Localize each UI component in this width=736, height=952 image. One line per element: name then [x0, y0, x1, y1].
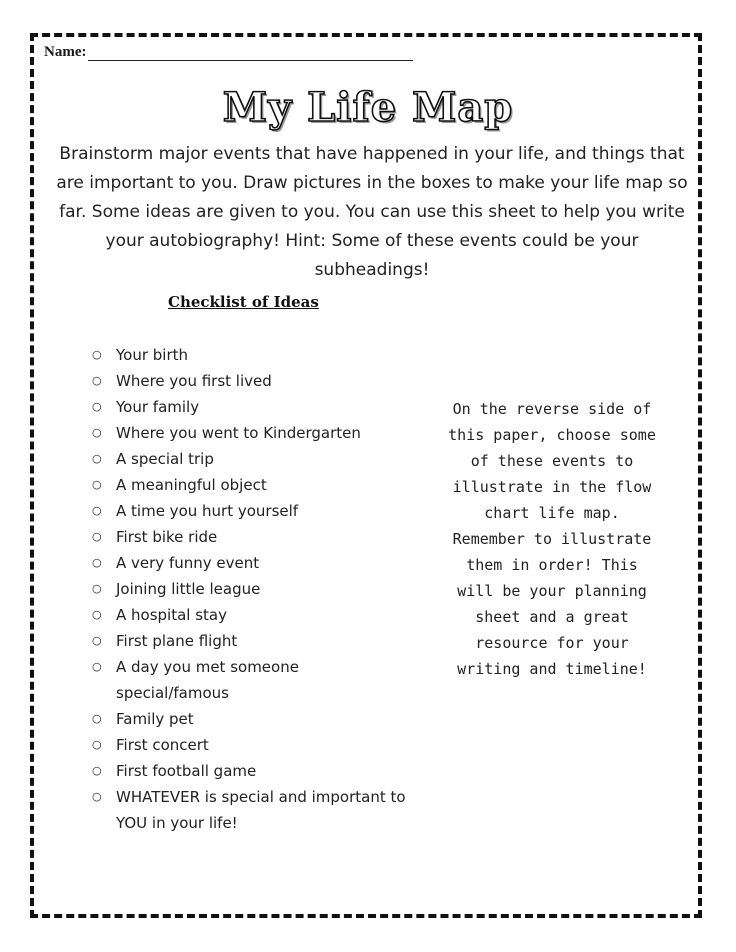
bullet-circle-icon: ○: [92, 530, 102, 543]
checklist-item-text: First football game: [116, 762, 257, 780]
checklist-item-text: Where you went to Kindergarten: [116, 424, 361, 442]
bullet-circle-icon: ○: [92, 608, 102, 621]
checklist-item-text: Your family: [116, 398, 200, 416]
checklist-item-text: First bike ride: [116, 528, 218, 546]
bullet-circle-icon: ○: [92, 504, 102, 517]
bullet-circle-icon: ○: [92, 452, 102, 465]
bullet-circle-icon: ○: [92, 764, 102, 777]
checklist-item-text: WHATEVER is special and important to YOU in your life!: [116, 788, 406, 832]
checklist-item: [92, 446, 412, 472]
bullet-circle-icon: ○: [92, 634, 102, 647]
checklist-item-text: A day you met someone special/famous: [116, 658, 299, 702]
bullet-circle-icon: ○: [92, 556, 102, 569]
bullet-circle-icon: ○: [92, 426, 102, 439]
bullet-circle-icon: ○: [92, 374, 102, 387]
bullet-circle-icon: ○: [92, 738, 102, 751]
checklist-item-text: Joining little league: [116, 580, 261, 598]
checklist-heading: Checklist of Ideas: [168, 293, 319, 311]
checklist-item: [92, 784, 412, 836]
checklist-item: [92, 550, 412, 576]
bullet-circle-icon: ○: [92, 712, 102, 725]
checklist-item: [92, 498, 412, 524]
bullet-circle-icon: ○: [92, 790, 102, 803]
bullet-circle-icon: ○: [92, 478, 102, 491]
checklist-item: [92, 706, 412, 732]
checklist-item: [92, 342, 412, 368]
checklist-item: [92, 654, 412, 706]
intro-paragraph: Brainstorm major events that have happened in your life, and things that are important to you. Draw pictures in the boxes to make your life map so far. Some ideas are given to you. You can use this sheet to help you write your autobiography! Hint: Some of these events could be your subheadings!: [56, 144, 688, 280]
bullet-circle-icon: ○: [92, 348, 102, 361]
bullet-circle-icon: ○: [92, 582, 102, 595]
checklist-item: [92, 602, 412, 628]
checklist-item-text: First concert: [116, 736, 209, 754]
checklist-item: [92, 472, 412, 498]
checklist-item: [92, 368, 412, 394]
checklist-item-text: A very funny event: [116, 554, 260, 572]
checklist-item: [92, 758, 412, 784]
checklist-item: [92, 420, 412, 446]
name-label: Name:: [44, 44, 87, 60]
checklist-item-text: First plane flight: [116, 632, 238, 650]
bullet-circle-icon: ○: [92, 660, 102, 673]
checklist-item: [92, 732, 412, 758]
checklist-item: [92, 576, 412, 602]
side-note: On the reverse side of this paper, choose some of these events to illustrate in the flow chart life map. Remember to illustrate them in order! This will be your planning sheet and a great resource for your writing and timeline!: [448, 400, 656, 678]
checklist-item-text: A time you hurt yourself: [116, 502, 299, 520]
checklist-item-text: A special trip: [116, 450, 214, 468]
checklist-item-text: Family pet: [116, 710, 194, 728]
page-title: My Life Map: [222, 84, 514, 131]
checklist-item: [92, 628, 412, 654]
checklist-item-text: A hospital stay: [116, 606, 227, 624]
checklist-item-text: Where you first lived: [116, 372, 272, 390]
checklist-item: [92, 524, 412, 550]
name-line: [44, 44, 413, 61]
checklist: [92, 342, 412, 836]
name-blank[interactable]: [88, 46, 413, 61]
checklist-item-text: Your birth: [116, 346, 189, 364]
checklist-item-text: A meaningful object: [116, 476, 267, 494]
bullet-circle-icon: ○: [92, 400, 102, 413]
checklist-item: [92, 394, 412, 420]
